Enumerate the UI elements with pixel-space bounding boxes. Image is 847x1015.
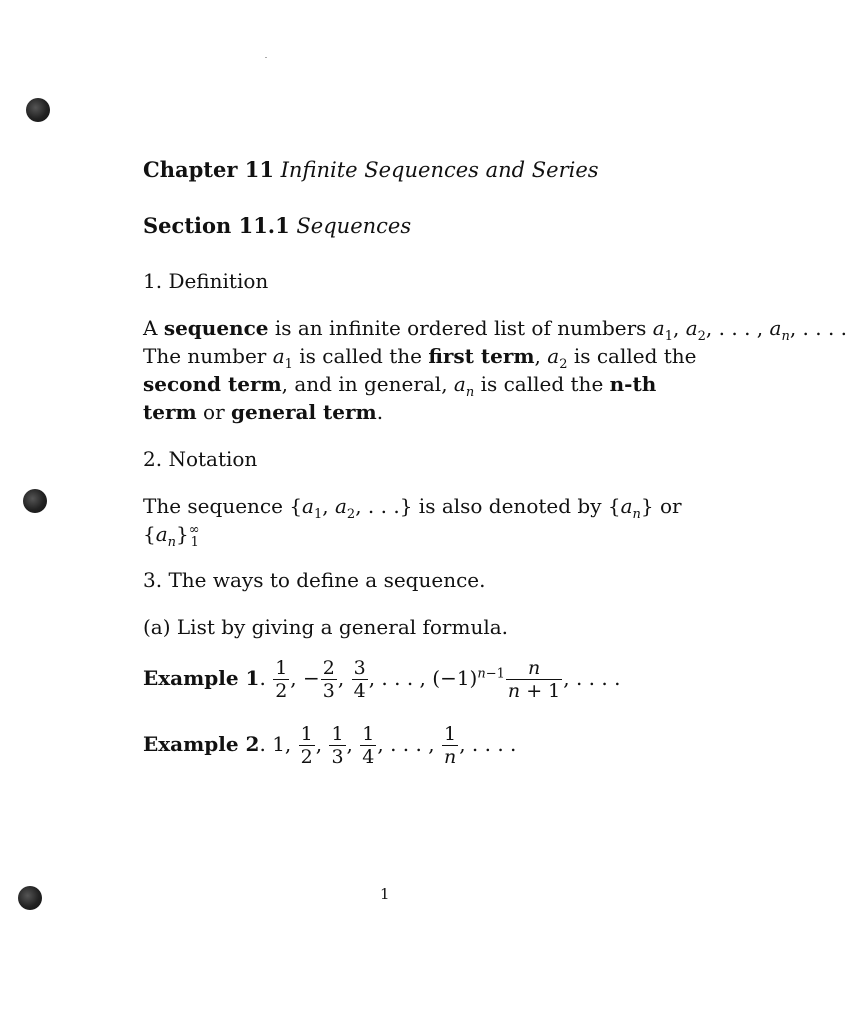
text: is also denoted by <box>412 494 608 518</box>
item2-heading: 2. Notation <box>143 447 258 471</box>
item3a-heading: (a) List by giving a general formula. <box>143 615 509 639</box>
chapter-heading <box>143 156 599 184</box>
text: , and in general, <box>281 372 454 396</box>
section-title: Sequences <box>296 214 412 238</box>
text: is an infinite ordered list of numbers <box>268 316 653 340</box>
definition-line-2: The number $a_1$ is called the first term, $a_2$ is called the <box>143 344 697 372</box>
text: is called the <box>567 344 697 368</box>
fraction: $\frac{3}{4}$ <box>353 657 366 702</box>
definition-line-1: A sequence is an infinite ordered list of numbers $a_1$, $a_2$, . . . , $a_n$, . . . . <box>143 316 847 344</box>
definition-line-3: second term, and in general, $a_n$ is called the n-th <box>143 372 657 400</box>
term-general-term: general term <box>231 400 377 424</box>
text: The number <box>143 344 273 368</box>
example-1: Example 1. $\frac{1}{2}$ , − $\frac{2}{3}$ , $\frac{3}{4}$ , . . . , $(-1)^{n-1}$ $\frac{n}{n + 1}$ , . . . . <box>143 657 621 702</box>
punch-hole-bottom <box>18 886 42 910</box>
term-second-term: second term <box>143 372 282 396</box>
fraction: $\frac{1}{3}$ <box>331 723 344 768</box>
punch-hole-middle <box>23 489 47 513</box>
term-n-th: n-th <box>609 372 657 396</box>
example-2: Example 2. 1, $\frac{1}{2}$ , $\frac{1}{3}$ , $\frac{1}{4}$ , . . . , $\frac{1}{n}$ , . . . . <box>143 723 517 768</box>
text: or <box>196 400 231 424</box>
text: . <box>376 400 384 424</box>
notation-line-2: $\{a_n\}^\infty_1$ <box>143 522 200 550</box>
example-1-label: Example 1 <box>143 666 260 690</box>
fraction: $\frac{1}{2}$ <box>275 657 288 702</box>
page-number: 1 <box>380 885 390 903</box>
punch-hole-top <box>26 98 50 122</box>
fraction: $\frac{1}{n}$ <box>443 723 457 768</box>
fraction: $\frac{1}{4}$ <box>362 723 375 768</box>
fraction: $\frac{2}{3}$ <box>322 657 335 702</box>
text: A <box>143 316 164 340</box>
definition-line-4 <box>143 399 383 426</box>
term-sequence: sequence <box>163 316 269 340</box>
text: or <box>653 494 682 518</box>
example-2-label: Example 2 <box>143 732 260 756</box>
text: is called the <box>474 372 610 396</box>
term-first-term: first term <box>428 344 535 368</box>
fraction: $\frac{1}{2}$ <box>300 723 313 768</box>
chapter-label: Chapter 11 <box>143 157 274 182</box>
text: The sequence <box>143 494 290 518</box>
chapter-title: Infinite Sequences and Series <box>280 158 599 182</box>
section-label: Section 11.1 <box>143 213 290 238</box>
item1-heading: 1. Definition <box>143 269 269 293</box>
section-heading <box>143 212 411 240</box>
term-term: term <box>143 400 197 424</box>
item3-heading: 3. The ways to define a sequence. <box>143 568 486 592</box>
fraction: $\frac{n}{n + 1}$ <box>507 657 561 702</box>
notation-line-1: The sequence {$a_1$, $a_2$, . . .} is also denoted by $\{a_n\}$ or <box>143 494 682 522</box>
scan-speck <box>265 57 267 58</box>
text: is called the <box>292 344 429 368</box>
